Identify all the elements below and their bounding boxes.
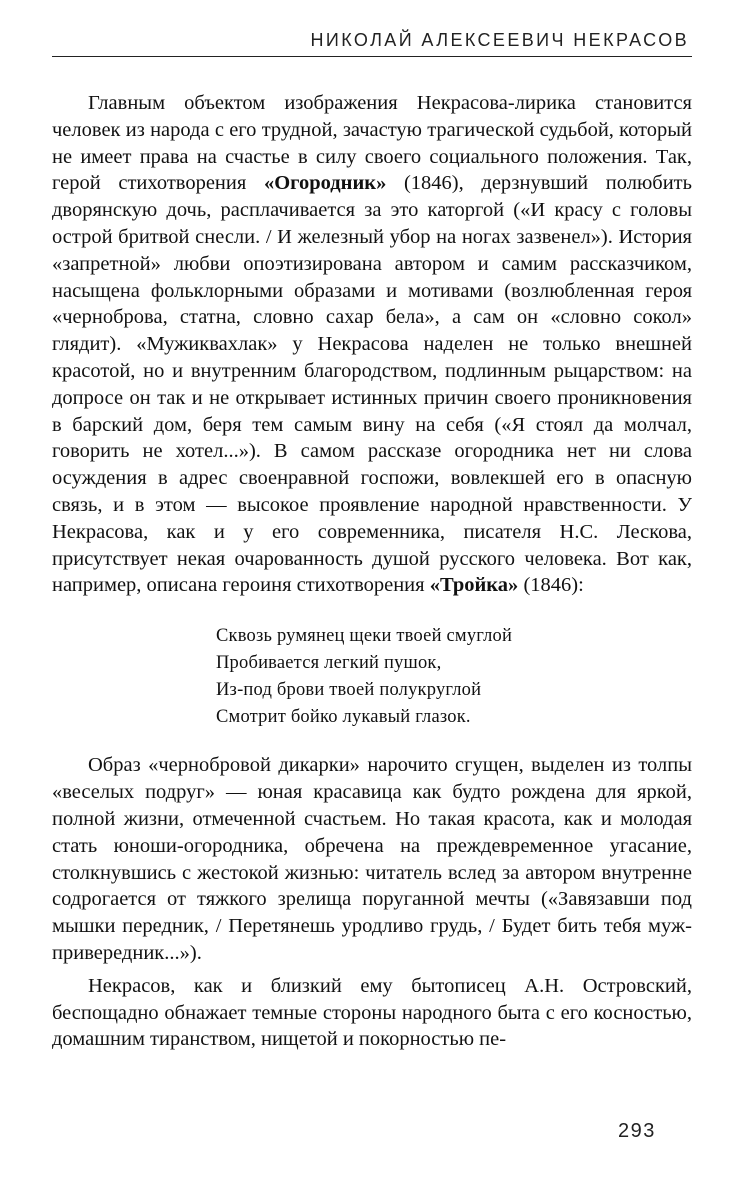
poem-line: Сквозь румянец щеки твоей смуглой bbox=[216, 626, 513, 647]
paragraph-1-part-2: (1846), дерзнувший полюбить дворянскую дочь, расплачивается за это каторгой («И красу с головы острой бритвой снесли. / И железный убор на ногах зазвенел»). История «запретной» любви опоэтизирована автором и самим рассказчиком, насыщена фольклорными образами и мотивами (возлюбленная героя «черноброва, статна, словно сахар бела», а сам он «словно сокол» глядит). «Мужиквахлак» у Некрасова наделен не только внешней красотой, но и внутренним благородством, подлинным рыцарством: на допросе он так и не открывает истинных причин своего проникновения в барский дом, беря тем самым вину на себя («Я стоял да молчал, говорить не хотел...»). В самом рассказе огородника нет ни слова осуждения в адрес своенравной госпожи, вовлекшей его в опасную связь, и в этом — высокое проявление народной нравственности. У Некрасова, как и у его современника, писателя Н.С. Лескова, присутствует некая очарованность душой русского человека. Вот как, например, описана героиня стихотворения bbox=[52, 172, 692, 597]
page-number: 293 bbox=[618, 1120, 656, 1142]
poem-line: Смотрит бойко лукавый глазок. bbox=[216, 706, 471, 727]
poem-line: Пробивается легкий пушок, bbox=[216, 652, 442, 673]
poem-quote bbox=[216, 623, 692, 730]
running-header: НИКОЛАЙ АЛЕКСЕЕВИЧ НЕКРАСОВ bbox=[310, 30, 689, 50]
poem-line: Из-под брови твоей полукруглой bbox=[216, 679, 482, 700]
work-title-ogorodnik: «Огородник» bbox=[263, 172, 387, 195]
paragraph-3: Некрасов, как и близкий ему бытописец А.Н. Островский, беспощадно обнажает темные стороны народного быта с его косностью, домашним тиранством, нищетой и покорностью пе- bbox=[52, 974, 692, 1051]
text-body bbox=[52, 90, 692, 1053]
header-rule bbox=[52, 56, 692, 57]
paragraph-1-part-1: Главным объектом изображения Некрасова-лирика становится человек из народа с его трудной, зачастую трагической судьбой, который не имеет права на счастье в силу своего социального положения. Так, герой стихотворения bbox=[52, 92, 692, 195]
paragraph-2: Образ «чернобровой дикарки» нарочито сгущен, выделен из толпы «веселых подруг» — юная красавица как будто рождена для яркой, полной жизни, отмеченной счастьем. Но такая красота, как и молодая стать юноши-огородника, обречена на преждевременное угасание, столкнувшись с жестокой жизнью: читатель вслед за автором внутренне содрогается от тяжкого зрелища поруганной мечты («Завязавши под мышки передник, / Перетянешь уродливо грудь, / Будет бить тебя муж-привередник...»). bbox=[52, 754, 692, 964]
paragraph-1-part-3: (1846): bbox=[518, 574, 584, 597]
paragraph-1 bbox=[52, 90, 692, 599]
work-title-troika: «Тройка» bbox=[429, 574, 519, 597]
